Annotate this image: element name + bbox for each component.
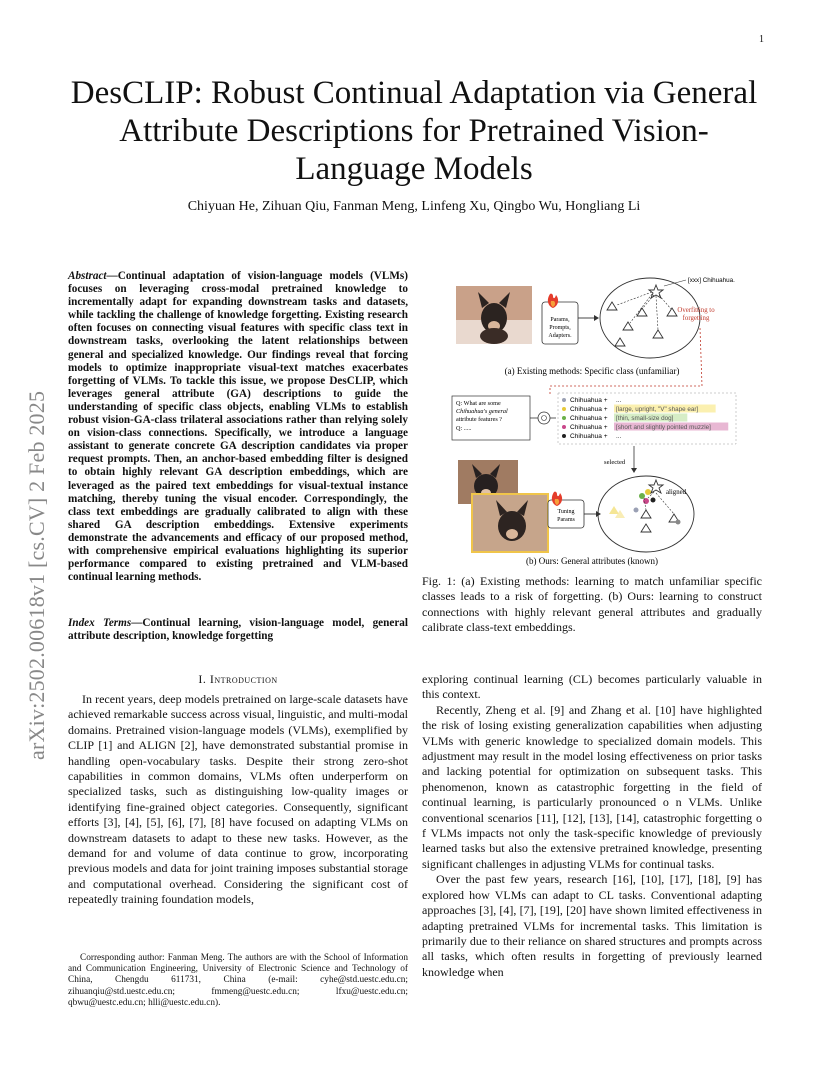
attribute-dot xyxy=(562,434,566,438)
params-line-1: Params, xyxy=(550,317,570,323)
overfitting-label-2: forgetting xyxy=(682,315,710,322)
tuning-line-2: Params xyxy=(557,517,575,523)
attribute-text: [thin, small-size dog] xyxy=(616,415,674,422)
attribute-prefix: Chihuahua + xyxy=(570,433,608,440)
intro-right-column xyxy=(422,672,762,980)
intro-right-paragraph-2: Recently, Zheng et al. [9] and Zhang et al. [10] have highlighted the risk of losing existing generalization capabilities when adjusting VLMs with generic knowledge to specialized domain models. This adjustment may result in the model losing effectiveness on prior tasks and lacking potential for optimization on subsequent tasks. This phenomenon, known as catastrophic forgetting in the field of continual learning, is particularly pronounced o n VLMs. Unlike conventional scenarios [11], [12], [13], [14], catastrophic forgetting o f VLMs impacts not only the task-specific knowledge of previously learned tasks but also the extensive pretrained knowledge, presenting significant challenges in adjusting VLMs for continual tasks. xyxy=(422,702,762,871)
abstract xyxy=(68,270,408,584)
attribute-list xyxy=(558,393,736,444)
index-terms-lead: Index Terms xyxy=(68,617,132,629)
intro-left-column: In recent years, deep models pretrained on large-scale datasets have achieved remarkable success across visual, linguistic, and multi-modal domains. Pretrained vision-language models (VLMs), exemplified by CLIP [1] and ALIGN [2], have demonstrated substantial promise in handling open-vocabulary tasks. Despite their strong zero-shot capabilities in common domains, VLMs often underperform on specialized tasks, such as distinguishing low-quality images or identifying fine-grained object categories. Consequently, significant efforts [3], [4], [5], [6], [7], [8] have focused on adapting VLMs on downstream datasets to adapt to these new tasks. However, as the demand for and volume of data continue to grow, incorporating previous models and data for joint training imposes substantial storage and computational overhead. Considering the significant cost of repeatedly training foundation models, xyxy=(68,692,408,907)
intro-right-paragraph-1: exploring continual learning (CL) becomes particularly valuable in this context. xyxy=(422,672,762,702)
question-line-3: attribute features ? xyxy=(456,416,503,423)
attribute-dot xyxy=(562,416,566,420)
question-box xyxy=(452,396,530,440)
attribute-text: ... xyxy=(616,397,622,404)
footnote: Corresponding author: Fanman Meng. The authors are with the School of Information and Communication Engineering, University of Electronic Science and Technology of China, Chengdu 611731, China (e-mail: cyhe@std.uestc.edu.cn; zihuanqiu@std.uestc.edu.cn; fmmeng@uestc.edu.cn; lfxu@uestc.edu.cn; qbwu@uestc.edu.cn; hlli@uestc.edu.cn). xyxy=(68,953,408,1008)
attribute-prefix: Chihuahua + xyxy=(570,415,608,422)
attribute-text: ... xyxy=(616,433,622,440)
arxiv-stamp: arXiv:2502.00618v1 [cs.CV] 2 Feb 2025 xyxy=(24,390,49,760)
index-terms-text: —Continual learning, vision-language model, general attribute description, knowledge forgetting xyxy=(68,617,408,643)
attribute-text: [short and slightly pointed muzzle] xyxy=(616,424,711,431)
language-assistant-icon xyxy=(538,412,550,424)
abstract-lead: Abstract xyxy=(68,270,107,282)
params-line-2: Prompts, xyxy=(549,325,571,331)
params-box-top xyxy=(542,294,578,344)
abstract-text: —Continual adaptation of vision-language models (VLMs) focuses on leveraging cross-modal pretrained knowledge to incrementally adapt for expanding downstream tasks and datasets, while tackling the challenge of knowledge forgetting. Existing research often focuses on connecting visual features with specific class text in downstream tasks, overlooking the latent relationships between general and specialized knowledge. Our findings reveal that forcing models to optimize inappropriate visual-text matches exacerbates forgetting of VLMs. To tackle this issue, we propose DesCLIP, which leverages general attribute (GA) descriptions to guide the understanding of specific class objects, enabling VLMs to establish robust vision-GA-class trilateral associations rather than relying solely on vision-class connections. Specifically, we introduce a language assistant to generate concrete GA description candidates via proper request prompts. Then, an anchor-based embedding filter is designed to obtain highly relevant GA description embeddings, which are leveraged as the paired text embeddings for visual-textual instance matching, thereby tuning the visual encoder. Correspondingly, the class text embeddings are gradually calibrated to align with these shared GA description embeddings. Extensive experiments demonstrate the advancements and efficacy of our proposed method, with comprehensive empirical evaluations highlighting its superior performance compared to existing pretrained and VLM-based continual learning methods. xyxy=(68,270,408,584)
attribute-prefix: Chihuahua + xyxy=(570,397,608,404)
attribute-text: [large, upright, "V" shape ear] xyxy=(616,406,699,413)
figure-caption: Fig. 1: (a) Existing methods: learning to match unfamiliar specific classes leads to a risk of forgetting. (b) Ours: learning to construct connections with highly relevant general attributes and gradually calibrate class-text embeddings. xyxy=(422,574,762,635)
tuning-line-1: Tuning xyxy=(557,509,575,515)
attribute-dot xyxy=(562,425,566,429)
paper-title: DesCLIP: Robust Continual Adaptation via General Attribute Descriptions for Pretrained Vision-Language Models xyxy=(70,75,758,187)
chihuahua-photo-bottom xyxy=(458,460,548,552)
attribute-prefix: Chihuahua + xyxy=(570,406,608,413)
attribute-dot xyxy=(562,407,566,411)
index-terms xyxy=(68,617,408,643)
attribute-prefix: Chihuahua + xyxy=(570,424,608,431)
author-list: Chiyuan He, Zihuan Qiu, Fanman Meng, Linfeng Xu, Qingbo Wu, Hongliang Li xyxy=(187,199,641,214)
question-line-2: Chihuahua's general xyxy=(456,408,508,415)
general-attribute-points xyxy=(609,480,681,532)
subcaption-a: (a) Existing methods: Specific class (unfamiliar) xyxy=(504,366,680,376)
aligned-label: aligned xyxy=(666,489,687,496)
page-number: 1 xyxy=(759,34,764,45)
section-heading: I. Introduction xyxy=(198,672,278,686)
question-line-1: Q: What are some xyxy=(456,400,501,407)
overfitting-label-1: Overfitting to xyxy=(677,307,715,314)
chihuahua-photo-top xyxy=(456,286,532,344)
params-box-bottom xyxy=(548,492,584,528)
attribute-dot xyxy=(562,398,566,402)
figure-1 xyxy=(420,268,764,568)
intro-right-paragraph-3: Over the past few years, research [16], [10], [17], [18], [9] has explored how VLMs can adapt to CL tasks. Conventional adapting approaches [3], [4], [7], [19], [20] have shown limited effectiveness in adapting pretrained VLMs for incremental tasks. This limitation is primarily due to their reliance on shared structures and prompts across all tasks, which often results in forgetting of previously learned knowledge when xyxy=(422,872,762,979)
subcaption-b: (b) Ours: General attributes (known) xyxy=(526,556,658,566)
top-label: [xxx] Chihuahua. xyxy=(688,277,735,284)
params-line-3: Adapters. xyxy=(548,333,572,339)
question-line-4: Q: ..... xyxy=(456,425,472,432)
selected-label: selected xyxy=(604,459,626,466)
